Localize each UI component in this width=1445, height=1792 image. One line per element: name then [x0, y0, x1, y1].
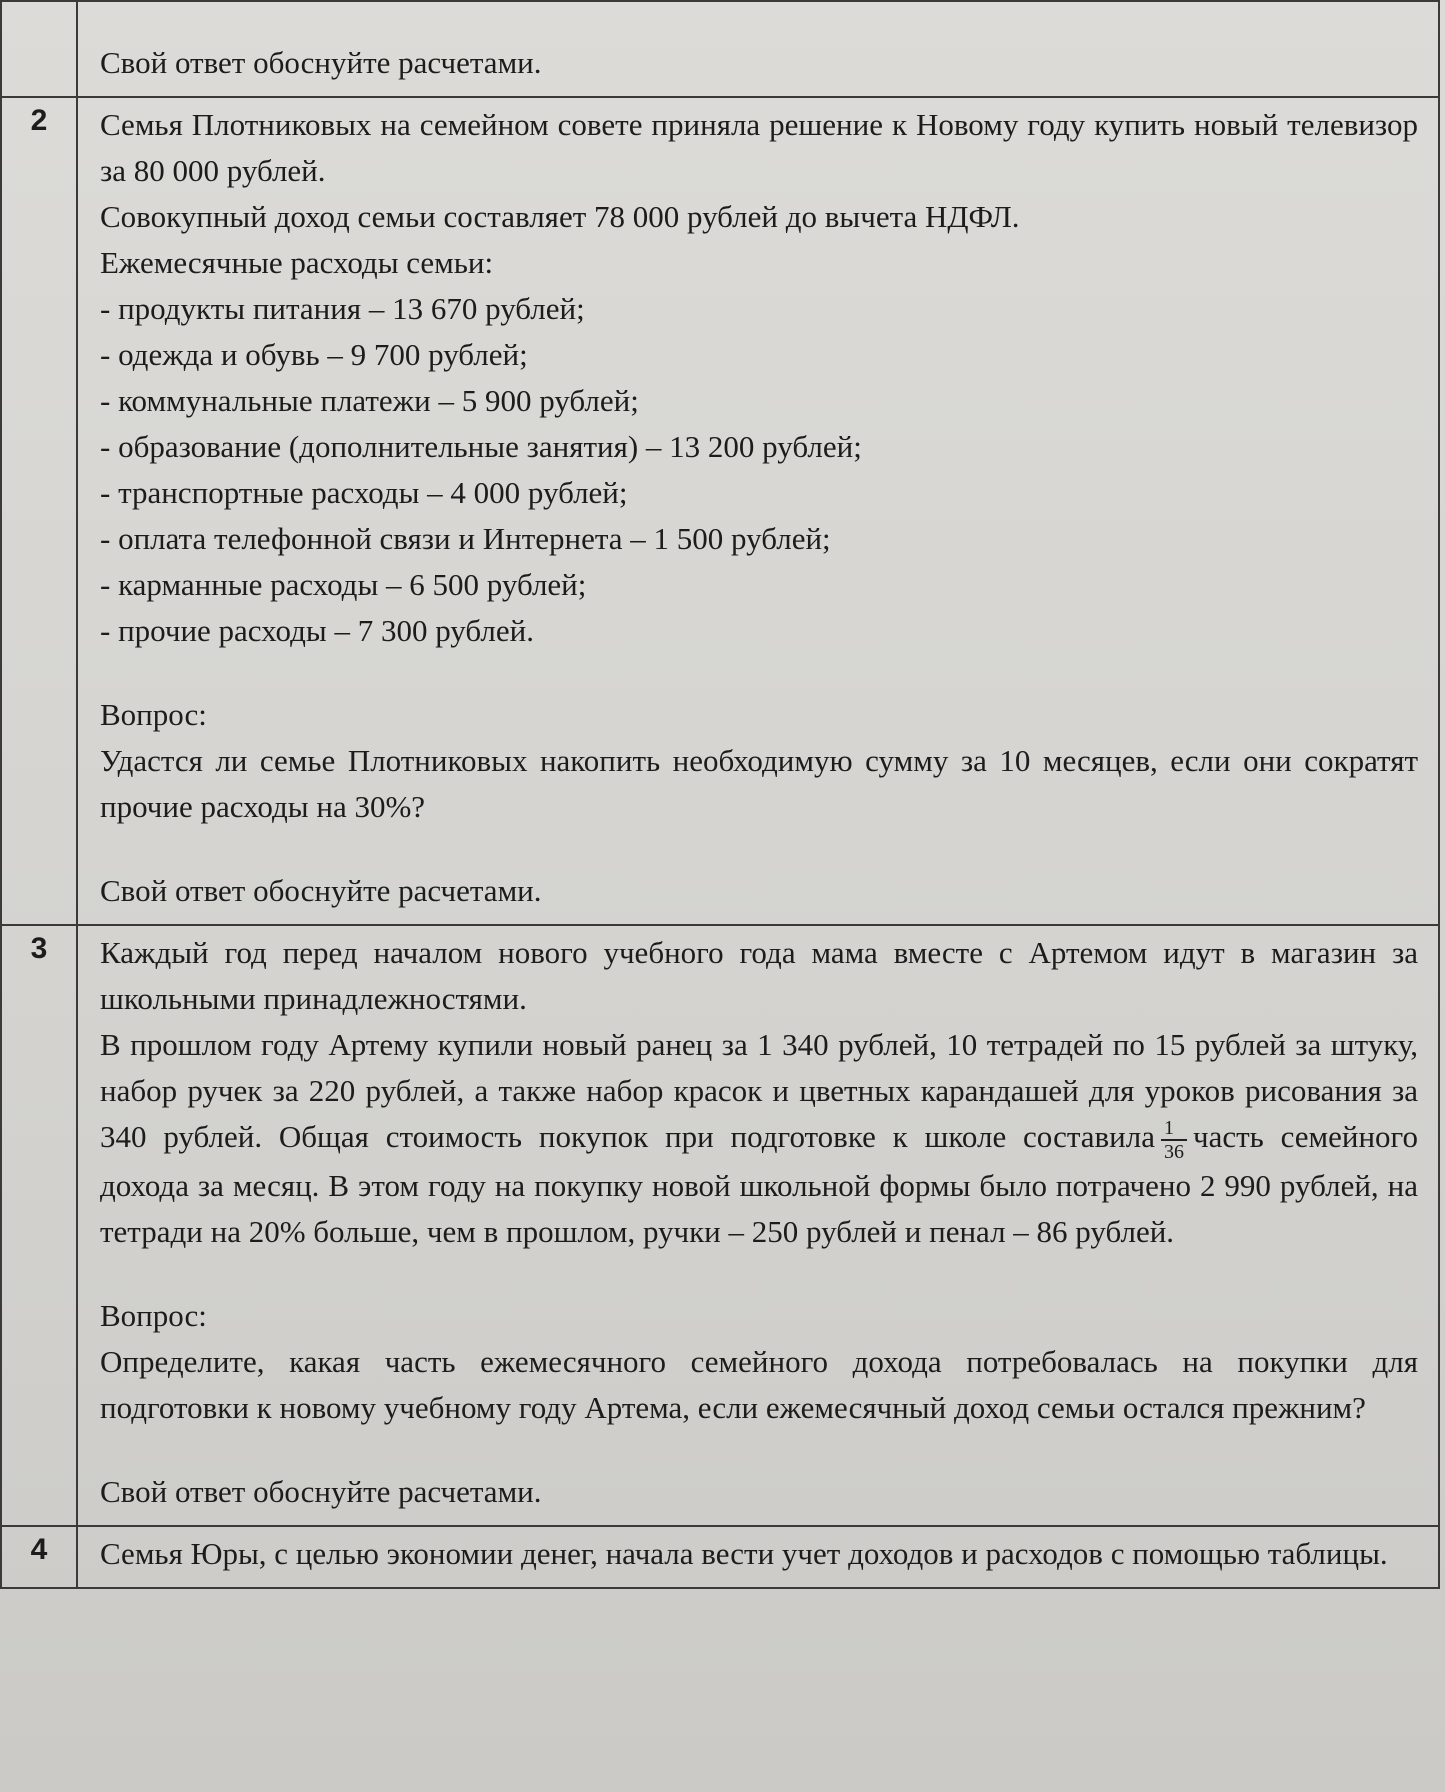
expense-item: - транспортные расходы – 4 000 рублей; — [100, 475, 628, 510]
task1-tail-row — [1, 1, 1439, 97]
task4-body — [77, 1526, 1439, 1588]
task2-body — [77, 97, 1439, 925]
expense-item: - образование (дополнительные занятия) – 13 200 рублей; — [100, 429, 862, 464]
task3-paragraph-b: часть семейного дохода за месяц. В этом году на покупку новой школьной формы было потрачено 2 990 рублей, на тетради на 20% больше, чем в прошлом, ручки – 250 рублей и пенал – 86 рублей. — [100, 1119, 1418, 1249]
task3-question: Определите, какая часть ежемесячного семейного дохода потребовалась на покупки для подготовки к новому учебному году Артема, если ежемесячный доход семьи остался прежним? — [100, 1343, 1418, 1425]
expense-item: - продукты питания – 13 670 рублей; — [100, 291, 585, 326]
task1-tail-cell — [77, 1, 1439, 97]
task2-intro: Семья Плотниковых на семейном совете приняла решение к Новому году купить новый телевизор за 80 000 рублей. — [100, 107, 1418, 188]
task4-number: 4 — [1, 1526, 77, 1588]
expense-item: - прочие расходы – 7 300 рублей. — [100, 613, 534, 648]
task3-body — [77, 925, 1439, 1526]
task3-question-label: Вопрос: — [100, 1297, 207, 1333]
expense-item: - коммунальные платежи – 5 900 рублей; — [100, 383, 639, 418]
task2-question: Удастся ли семье Плотниковых накопить необходимую сумму за 10 месяцев, если они сократят прочие расходы на 30%? — [100, 743, 1418, 824]
task3-paragraph-a: В прошлом году Артему купили новый ранец за 1 340 рублей, 10 тетрадей по 15 рублей за штуку, набор ручек за 220 рублей, а также набор красок и цветных карандашей для уроков рисования за 340 рублей. Общая стоимость покупок при подготовке к школе составила — [100, 1027, 1418, 1154]
fraction — [1161, 1117, 1187, 1163]
task1-number-cell — [1, 1, 77, 97]
task2-number: 2 — [1, 97, 77, 925]
task4-intro: Семья Юры, с целью экономии денег, начала вести учет доходов и расходов с помощью таблицы. — [100, 1535, 1388, 1571]
task2-footer: Свой ответ обоснуйте расчетами. — [100, 873, 542, 908]
fraction-numerator: 1 — [1161, 1117, 1187, 1141]
task3-number: 3 — [1, 925, 77, 1526]
task2-income: Совокупный доход семьи составляет 78 000 рублей до вычета НДФЛ. — [100, 199, 1020, 234]
expense-item: - одежда и обувь – 9 700 рублей; — [100, 337, 528, 372]
task3-footer: Свой ответ обоснуйте расчетами. — [100, 1473, 542, 1509]
task3-intro: Каждый год перед началом нового учебного года мама вместе с Артемом идут в магазин за школьными принадлежностями. — [100, 935, 1418, 1016]
expense-item: - оплата телефонной связи и Интернета – 1 500 рублей; — [100, 521, 831, 556]
task3-row — [1, 925, 1439, 1526]
task2-question-label: Вопрос: — [100, 697, 207, 732]
task2-row — [1, 97, 1439, 925]
task1-footer: Свой ответ обоснуйте расчетами. — [100, 45, 542, 80]
expense-item: - карманные расходы – 6 500 рублей; — [100, 567, 587, 602]
task4-row — [1, 1526, 1439, 1588]
task2-expenses-title: Ежемесячные расходы семьи: — [100, 245, 494, 280]
fraction-denominator: 36 — [1163, 1140, 1184, 1163]
task3-paragraph — [100, 1022, 1418, 1255]
